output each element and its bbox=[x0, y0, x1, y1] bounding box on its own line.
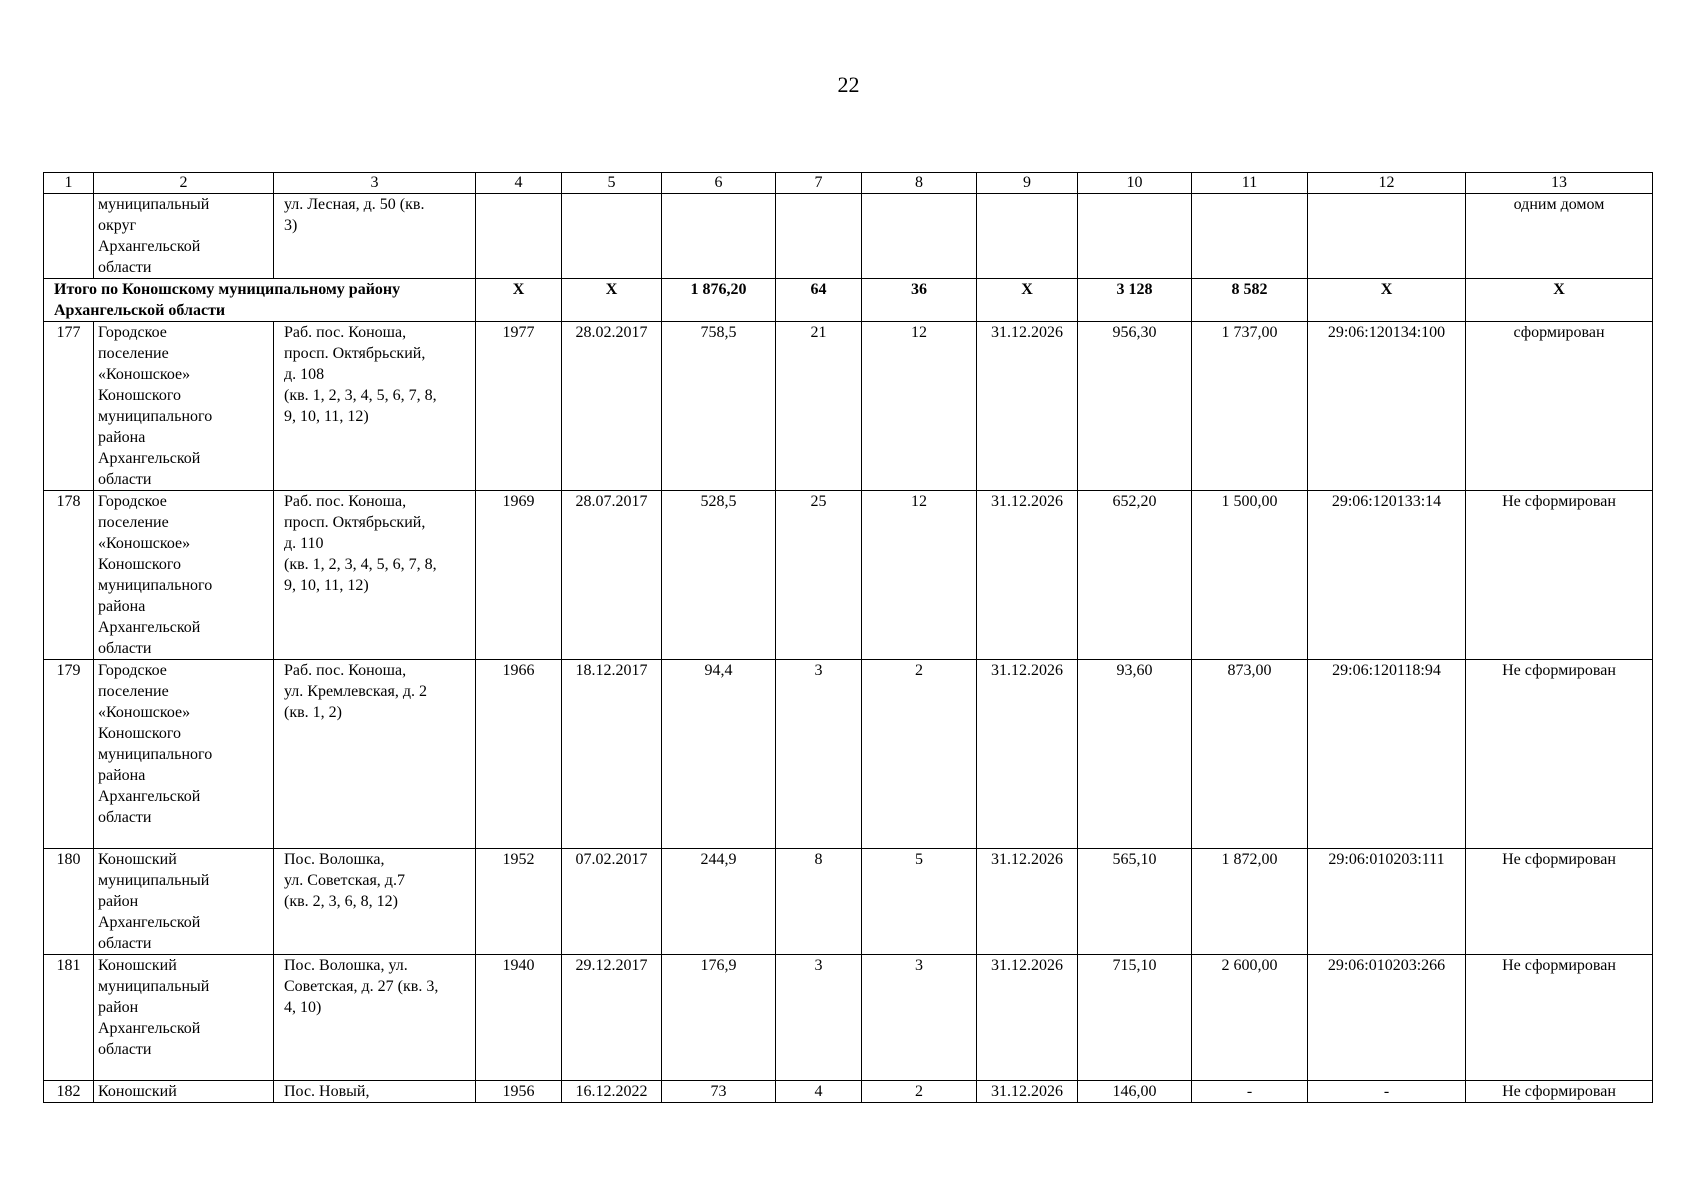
column-number: 10 bbox=[1078, 173, 1192, 194]
value-cell: 1 500,00 bbox=[1192, 491, 1308, 660]
cadastral-cell: 29:06:120133:14 bbox=[1308, 491, 1466, 660]
column-number: 7 bbox=[776, 173, 862, 194]
year-cell: 1966 bbox=[476, 660, 562, 849]
residents-cell: 8 bbox=[776, 849, 862, 955]
table-row bbox=[44, 849, 1653, 955]
apartments-cell: 2 bbox=[862, 660, 977, 849]
value-cell: 1 872,00 bbox=[1192, 849, 1308, 955]
column-number: 8 bbox=[862, 173, 977, 194]
apartments-cell: 12 bbox=[862, 491, 977, 660]
page-number: 22 bbox=[837, 72, 860, 97]
row-number: 178 bbox=[44, 491, 94, 660]
municipality-cell: Городское поселение «Коношское» Коношского муниципального района Архангельской области bbox=[94, 322, 274, 491]
summary-value: Х bbox=[1466, 279, 1653, 322]
residents-cell: 25 bbox=[776, 491, 862, 660]
status-cell: Не сформирован bbox=[1466, 1081, 1653, 1103]
year-cell: 1952 bbox=[476, 849, 562, 955]
municipality-cell: Коношский муниципальный район Архангельской области bbox=[94, 849, 274, 955]
year-cell: 1969 bbox=[476, 491, 562, 660]
address-cell: ул. Лесная, д. 50 (кв. 3) bbox=[274, 194, 476, 279]
value-cell: 715,10 bbox=[1078, 955, 1192, 1081]
column-number-row bbox=[44, 173, 1653, 194]
year-cell: 1940 bbox=[476, 955, 562, 1081]
column-number: 2 bbox=[94, 173, 274, 194]
summary-label: Итого по Коношскому муниципальному району Архангельской области bbox=[44, 279, 476, 322]
municipality-cell: Коношский bbox=[94, 1081, 274, 1103]
status-cell: сформирован bbox=[1466, 322, 1653, 491]
column-number: 5 bbox=[562, 173, 662, 194]
address-cell: Раб. пос. Коноша, просп. Октябрьский, д. 110 (кв. 1, 2, 3, 4, 5, 6, 7, 8, 9, 10, 11, 12) bbox=[274, 491, 476, 660]
status-cell: Не сформирован bbox=[1466, 660, 1653, 849]
summary-value: Х bbox=[476, 279, 562, 322]
row-number: 181 bbox=[44, 955, 94, 1081]
cadastral-cell: - bbox=[1308, 1081, 1466, 1103]
housing-table bbox=[43, 172, 1653, 1103]
apartments-cell: 3 bbox=[862, 955, 977, 1081]
row-number: 180 bbox=[44, 849, 94, 955]
date-cell: 07.02.2017 bbox=[562, 849, 662, 955]
cadastral-cell: 29:06:120118:94 bbox=[1308, 660, 1466, 849]
apartments-cell: 2 bbox=[862, 1081, 977, 1103]
row-number: 179 bbox=[44, 660, 94, 849]
value-cell: 1 737,00 bbox=[1192, 322, 1308, 491]
deadline-cell: 31.12.2026 bbox=[977, 849, 1078, 955]
area-cell: 176,9 bbox=[662, 955, 776, 1081]
residents-cell: 21 bbox=[776, 322, 862, 491]
municipality-cell: муниципальный округ Архангельской области bbox=[94, 194, 274, 279]
column-number: 1 bbox=[44, 173, 94, 194]
deadline-cell: 31.12.2026 bbox=[977, 1081, 1078, 1103]
status-cell: одним домом bbox=[1466, 194, 1653, 279]
value-cell: 956,30 bbox=[1078, 322, 1192, 491]
status-cell: Не сформирован bbox=[1466, 491, 1653, 660]
date-cell: 28.02.2017 bbox=[562, 322, 662, 491]
cadastral-cell: 29:06:010203:266 bbox=[1308, 955, 1466, 1081]
year-cell: 1977 bbox=[476, 322, 562, 491]
date-cell: 18.12.2017 bbox=[562, 660, 662, 849]
summary-value: 8 582 bbox=[1192, 279, 1308, 322]
residents-cell: 4 bbox=[776, 1081, 862, 1103]
summary-value: 64 bbox=[776, 279, 862, 322]
municipality-cell: Городское поселение «Коношское» Коношского муниципального района Архангельской области bbox=[94, 491, 274, 660]
deadline-cell: 31.12.2026 bbox=[977, 491, 1078, 660]
column-number: 13 bbox=[1466, 173, 1653, 194]
date-cell: 29.12.2017 bbox=[562, 955, 662, 1081]
address-cell: Раб. пос. Коноша, ул. Кремлевская, д. 2 (кв. 1, 2) bbox=[274, 660, 476, 849]
address-cell: Пос. Новый, bbox=[274, 1081, 476, 1103]
continuation-row bbox=[44, 194, 1653, 279]
municipality-cell: Городское поселение «Коношское» Коношского муниципального района Архангельской области bbox=[94, 660, 274, 849]
summary-value: 36 bbox=[862, 279, 977, 322]
area-cell: 528,5 bbox=[662, 491, 776, 660]
table-row bbox=[44, 491, 1653, 660]
table-row bbox=[44, 660, 1653, 849]
deadline-cell: 31.12.2026 bbox=[977, 660, 1078, 849]
address-cell: Пос. Волошка, ул. Советская, д. 27 (кв. 3, 4, 10) bbox=[274, 955, 476, 1081]
summary-value: 3 128 bbox=[1078, 279, 1192, 322]
table-row bbox=[44, 955, 1653, 1081]
year-cell: 1956 bbox=[476, 1081, 562, 1103]
summary-value: Х bbox=[1308, 279, 1466, 322]
row-number: 177 bbox=[44, 322, 94, 491]
address-cell: Пос. Волошка, ул. Советская, д.7 (кв. 2, 3, 6, 8, 12) bbox=[274, 849, 476, 955]
summary-value: Х bbox=[977, 279, 1078, 322]
area-cell: 244,9 bbox=[662, 849, 776, 955]
address-cell: Раб. пос. Коноша, просп. Октябрьский, д. 108 (кв. 1, 2, 3, 4, 5, 6, 7, 8, 9, 10, 11, 12) bbox=[274, 322, 476, 491]
value-cell: 93,60 bbox=[1078, 660, 1192, 849]
status-cell: Не сформирован bbox=[1466, 955, 1653, 1081]
value-cell: 873,00 bbox=[1192, 660, 1308, 849]
apartments-cell: 5 bbox=[862, 849, 977, 955]
summary-value: 1 876,20 bbox=[662, 279, 776, 322]
value-cell: - bbox=[1192, 1081, 1308, 1103]
column-number: 11 bbox=[1192, 173, 1308, 194]
residents-cell: 3 bbox=[776, 955, 862, 1081]
area-cell: 758,5 bbox=[662, 322, 776, 491]
status-cell: Не сформирован bbox=[1466, 849, 1653, 955]
municipality-cell: Коношский муниципальный район Архангельской области bbox=[94, 955, 274, 1081]
column-number: 12 bbox=[1308, 173, 1466, 194]
table-row bbox=[44, 1081, 1653, 1103]
apartments-cell: 12 bbox=[862, 322, 977, 491]
deadline-cell: 31.12.2026 bbox=[977, 955, 1078, 1081]
value-cell: 146,00 bbox=[1078, 1081, 1192, 1103]
row-number: 182 bbox=[44, 1081, 94, 1103]
deadline-cell: 31.12.2026 bbox=[977, 322, 1078, 491]
area-cell: 73 bbox=[662, 1081, 776, 1103]
column-number: 4 bbox=[476, 173, 562, 194]
value-cell: 652,20 bbox=[1078, 491, 1192, 660]
column-number: 9 bbox=[977, 173, 1078, 194]
date-cell: 16.12.2022 bbox=[562, 1081, 662, 1103]
summary-row bbox=[44, 279, 1653, 322]
summary-value: Х bbox=[562, 279, 662, 322]
value-cell: 565,10 bbox=[1078, 849, 1192, 955]
residents-cell: 3 bbox=[776, 660, 862, 849]
area-cell: 94,4 bbox=[662, 660, 776, 849]
cadastral-cell: 29:06:120134:100 bbox=[1308, 322, 1466, 491]
column-number: 3 bbox=[274, 173, 476, 194]
cadastral-cell: 29:06:010203:111 bbox=[1308, 849, 1466, 955]
value-cell: 2 600,00 bbox=[1192, 955, 1308, 1081]
column-number: 6 bbox=[662, 173, 776, 194]
date-cell: 28.07.2017 bbox=[562, 491, 662, 660]
table-row bbox=[44, 322, 1653, 491]
